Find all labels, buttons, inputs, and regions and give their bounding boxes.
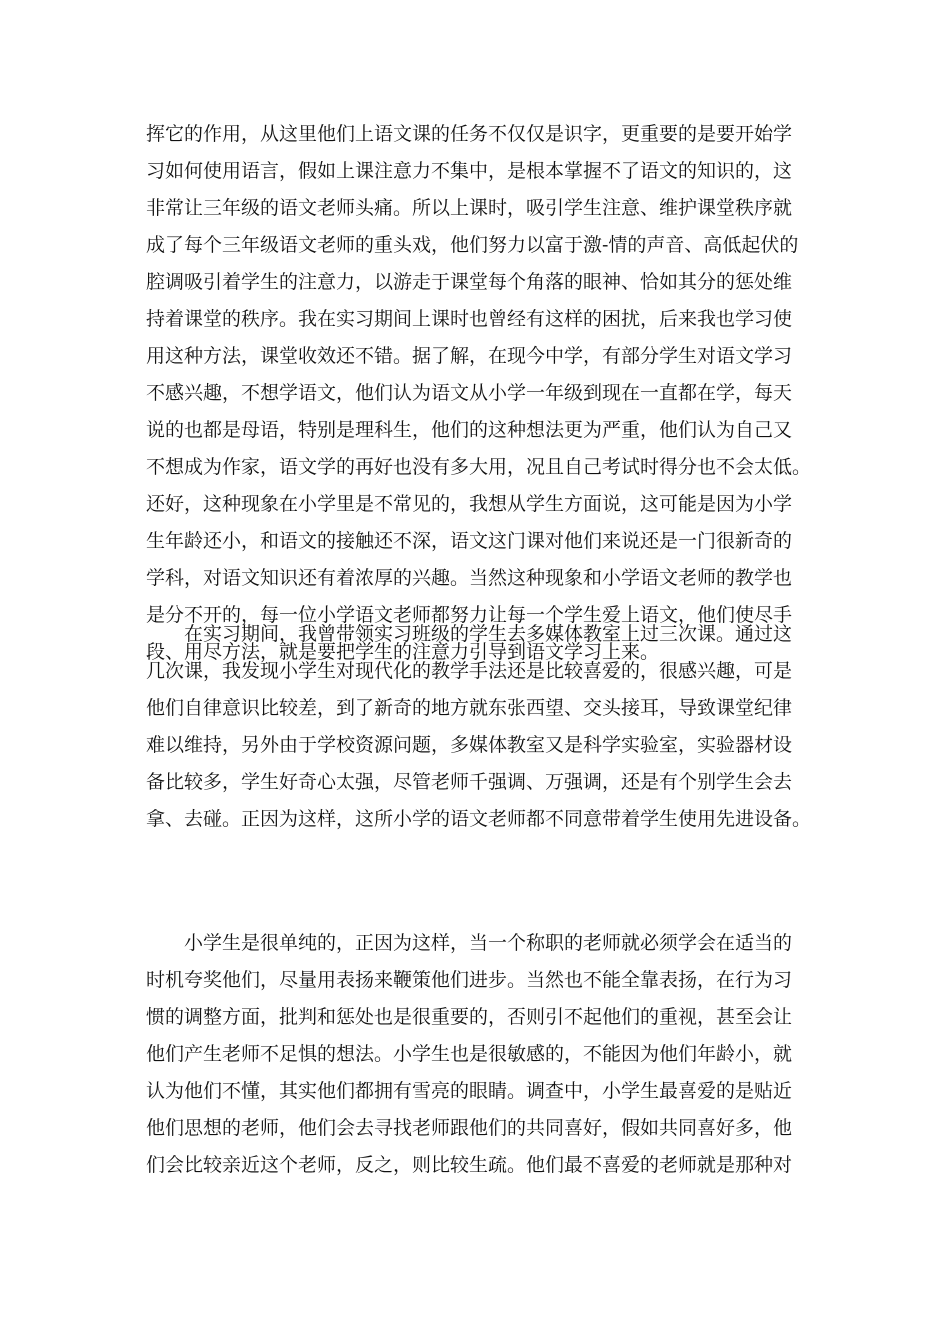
text-line: 备比较多，学生好奇心太强，尽管老师千强调、万强调，还是有个别学生会去 [146,771,793,793]
text-line: 几次课，我发现小学生对现代化的教学手法还是比较喜爱的，很感兴趣，可是 [146,660,793,682]
text-line: 持着课堂的秩序。我在实习期间上课时也曾经有这样的困扰，后来我也学习使 [146,308,793,330]
text-line: 习如何使用语言，假如上课注意力不集中，是根本掌握不了语文的知识的，这 [146,160,793,182]
text-line: 他们自律意识比较差，到了新奇的地方就东张西望、交头接耳，导致课堂纪律 [146,697,793,719]
text-line: 还好，这种现象在小学里是不常见的，我想从学生方面说，这可能是因为小学 [146,493,793,515]
text-line: 挥它的作用，从这里他们上语文课的任务不仅仅是识字，更重要的是要开始学 [146,123,793,145]
text-line: 成了每个三年级语文老师的重头戏，他们努力以富于激-情的声音、高低起伏的 [146,234,799,256]
text-line: 认为他们不懂，其实他们都拥有雪亮的眼睛。调查中，小学生最喜爱的是贴近 [146,1080,793,1102]
paragraph-3 [146,925,806,1184]
text-line: 小学生是很单纯的，正因为这样，当一个称职的老师就必须学会在适当的 [146,932,793,954]
text-line: 难以维持，另外由于学校资源问题，多媒体教室又是科学实验室，实验器材设 [146,734,793,756]
paragraph-1 [146,116,812,671]
text-line: 在实习期间，我曾带领实习班级的学生去多媒体教室上过三次课。通过这 [146,623,793,645]
text-line: 段、用尽方法，就是要把学生的注意力引导到语文学习上来。 [146,641,660,663]
paragraph-2 [146,616,812,838]
text-line: 生年龄还小，和语文的接触还不深，语文这门课对他们来说还是一门很新奇的 [146,530,793,552]
text-line: 惯的调整方面，批判和惩处也是很重要的，否则引不起他们的重视，甚至会让 [146,1006,793,1028]
text-line: 他们思想的老师，他们会去寻找老师跟他们的共同喜好，假如共同喜好多，他 [146,1117,793,1139]
text-line: 他们产生老师不足惧的想法。小学生也是很敏感的，不能因为他们年龄小，就 [146,1043,793,1065]
text-line: 是分不开的，每一位小学语文老师都努力让每一个学生爱上语文，他们使尽手 [146,604,793,626]
text-line: 时机夸奖他们，尽量用表扬来鞭策他们进步。当然也不能全靠表扬，在行为习 [146,969,793,991]
text-line: 腔调吸引着学生的注意力，以游走于课堂每个角落的眼神、恰如其分的惩处维 [146,271,793,293]
text-line: 们会比较亲近这个老师，反之，则比较生疏。他们最不喜爱的老师就是那种对 [146,1154,793,1176]
text-line: 说的也都是母语，特别是理科生，他们的这种想法更为严重，他们认为自己又 [146,419,793,441]
text-line: 不感兴趣，不想学语文，他们认为语文从小学一年级到现在一直都在学，每天 [146,382,793,404]
text-line: 非常让三年级的语文老师头痛。所以上课时，吸引学生注意、维护课堂秩序就 [146,197,793,219]
text-line: 学科，对语文知识还有着浓厚的兴趣。当然这种现象和小学语文老师的教学也 [146,567,793,589]
text-line: 拿、去碰。正因为这样，这所小学的语文老师都不同意带着学生使用先进设备。 [146,808,812,830]
text-line: 用这种方法，课堂收效还不错。据了解，在现今中学，有部分学生对语文学习 [146,345,793,367]
text-line: 不想成为作家，语文学的再好也没有多大用，况且自己考试时得分也不会太低。 [146,456,812,478]
